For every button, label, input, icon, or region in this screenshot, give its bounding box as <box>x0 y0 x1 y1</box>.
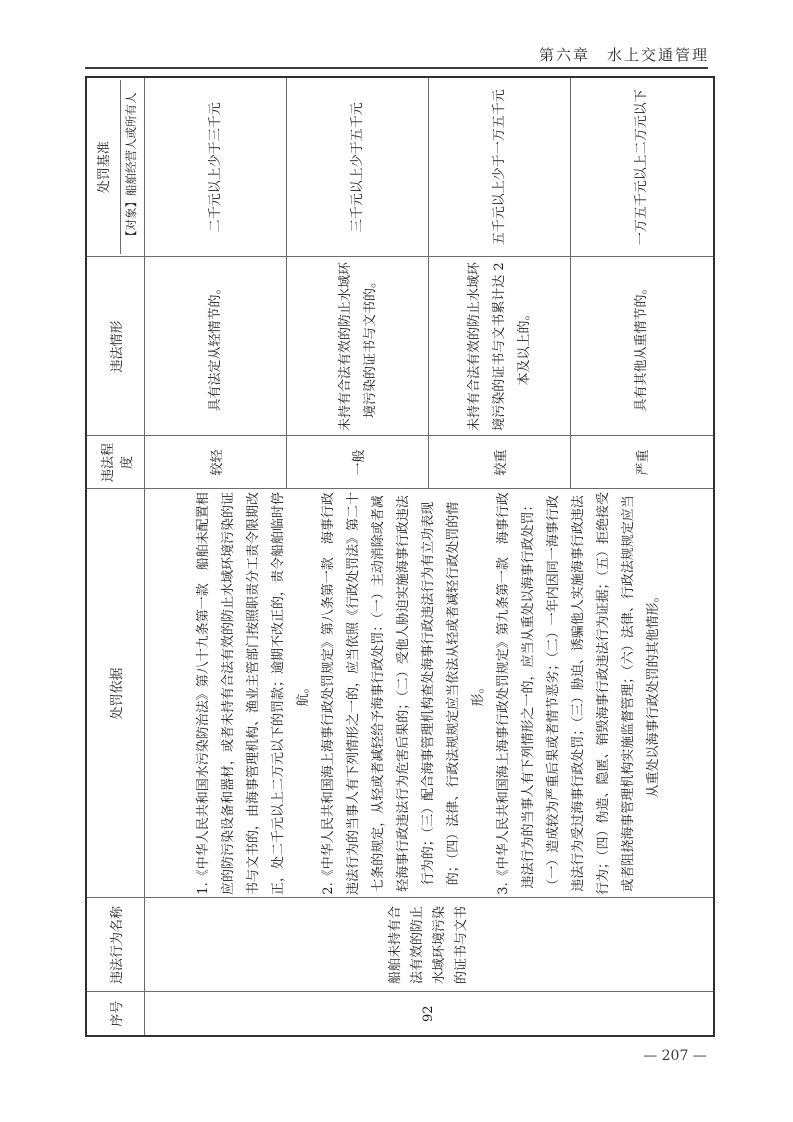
cell-standard-minor: 二千元以上少于三千元 <box>145 77 287 257</box>
cell-degree-minor: 较轻 <box>145 436 287 489</box>
table-row-minor <box>145 77 287 1036</box>
table-header-row <box>86 77 145 1036</box>
cell-degree-general: 一般 <box>287 436 429 489</box>
cell-circumstance-severe: 具有其他从重情节的。 <box>571 257 714 436</box>
header-penalty-standard-target: 【对象】船舶经营人或所有人 <box>120 80 142 255</box>
penalty-basis-item-3: 3.《中华人民共和国海上海事行政处罚规定》第九条第一款 海事行政违法行为的当事人有下列情形之一的，应当从重处以海事行政处罚：（一）造成较为严重后果或者情节恶劣；（二）一年内因同一海事行政违法行为受过海事行政处罚；（三）胁迫、诱骗他人实施海事行政违法行为；（四）伪造、隐匿、销毁海事行政违法行为证据；（五）拒绝接受或者阻挠海事管理机构实施监督管理；（六）法律、行政法规规定应当从重处以海事行政处罚的其他情形。 <box>496 492 662 896</box>
cell-degree-severe: 严重 <box>571 436 714 489</box>
page-number: — 207 — <box>643 1048 707 1064</box>
cell-standard-serious: 五千元以上少于一万五千元 <box>429 77 571 257</box>
cell-circumstance-minor: 具有法定从轻情节的。 <box>145 257 287 436</box>
header-penalty-basis: 处罚依据 <box>86 489 145 898</box>
rotated-table-container <box>85 78 708 1037</box>
header-rule <box>85 67 708 69</box>
cell-degree-serious: 较重 <box>429 436 571 489</box>
penalty-basis-item-2: 2.《中华人民共和国海上海事行政处罚规定》第八条第一款 海事行政违法行为的当事人有下列情形之一的，应当依照《行政处罚法》第二十七条的规定，从轻或者减轻给予海事行政处罚：（一）主动消除或者减轻海事行政违法行为危害后果的；（二）受他人胁迫实施海事行政违法行为的；（三）配合海事管理机构查处海事行政违法行为有立功表现的；（四）法律、行政法规规定应当依法从轻或者减轻行政处罚的情形。 <box>321 492 487 896</box>
cell-circumstance-serious: 未持有合法有效的防止水域环境污染的证书与文书累计达 2 本及以上的。 <box>429 257 571 436</box>
header-violation-degree: 违法程度 <box>86 436 145 489</box>
header-violation-name: 违法行为名称 <box>86 898 145 992</box>
cell-circumstance-general: 未持有合法有效的防止水域环境污染的证书与文书的。 <box>287 257 429 436</box>
header-penalty-standard <box>86 77 145 257</box>
chapter-header: 第六章 水上交通管理 <box>538 46 709 64</box>
header-penalty-standard-title: 处罚基准 <box>97 141 112 194</box>
cell-serial-number: 92 <box>145 992 714 1036</box>
cell-standard-general: 三千元以上少于五千元 <box>287 77 429 257</box>
header-serial-number: 序号 <box>86 992 145 1036</box>
cell-violation-name: 船舶未持有合法有效的防止水域环境污染的证书与文书 <box>145 898 714 992</box>
header-violation-circumstance: 违法情形 <box>86 257 145 436</box>
penalty-table <box>85 76 715 1037</box>
penalty-basis-item-1: 1.《中华人民共和国水污染防治法》第八十九条第一款 船舶未配置相应的防污染设备和器材，或者未持有合法有效的防止水域环境污染的证书与文书的，由海事管理机构、渔业主管部门按照职责分工责令限期改正，处二千元以上二万元以下的罚款；逾期不改正的，责令船舶临时停航。 <box>196 492 312 896</box>
cell-standard-severe: 一万五千元以上二万元以下 <box>571 77 714 257</box>
cell-penalty-basis <box>145 489 714 898</box>
